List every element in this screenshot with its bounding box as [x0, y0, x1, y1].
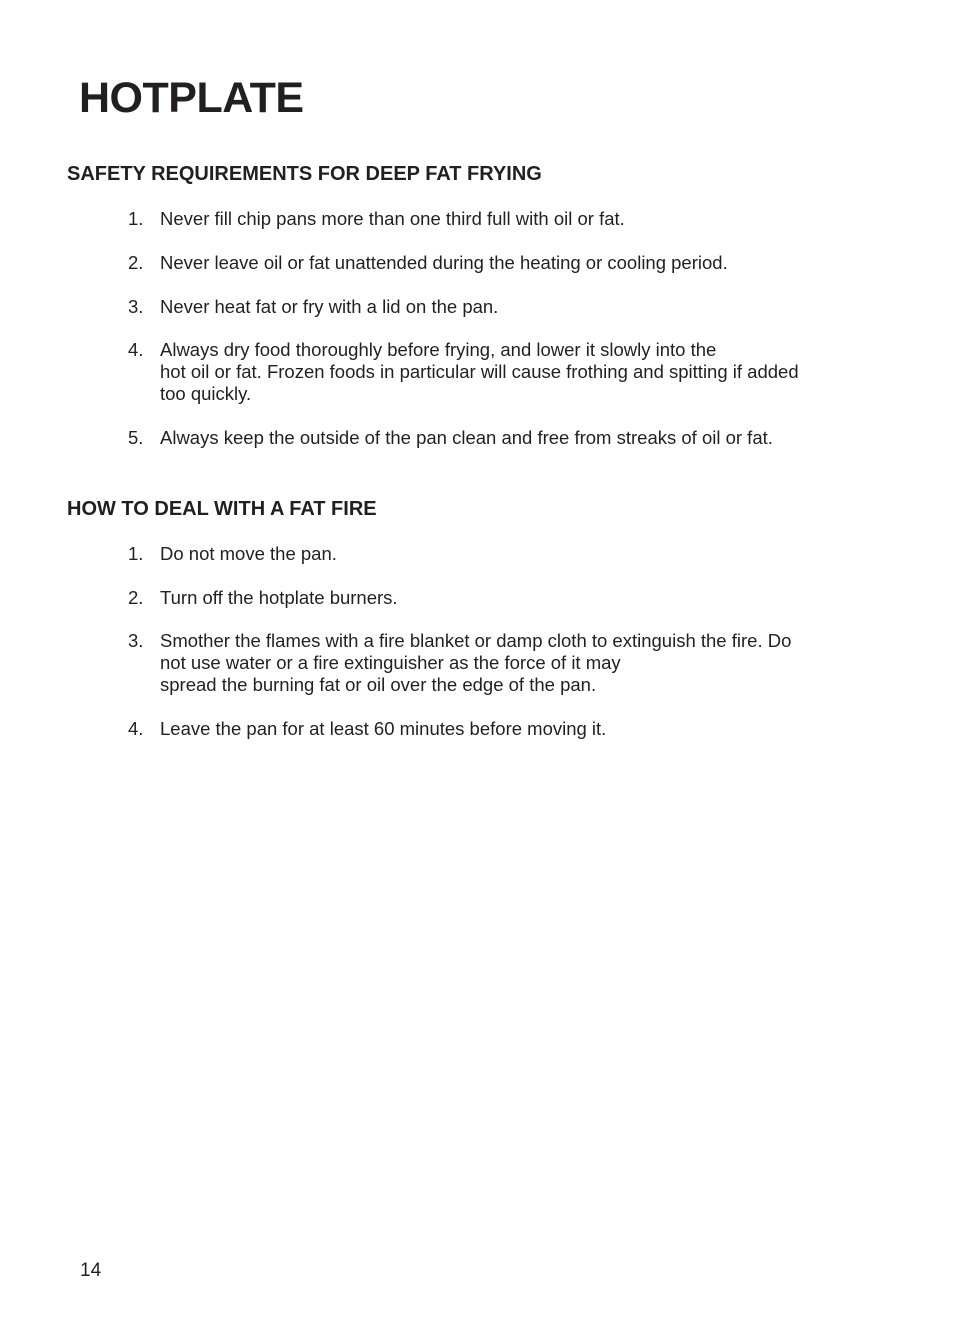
- item-line: Always dry food thoroughly before frying, and lower it slowly into the: [160, 339, 717, 360]
- item-number: 3.: [128, 630, 144, 651]
- item-line: Do not move the pan.: [160, 543, 337, 564]
- item-line: not use water or a fire extinguisher as the force of it may: [160, 652, 621, 673]
- item-line: hot oil or fat. Frozen foods in particular will cause frothing and spitting if added: [160, 361, 799, 382]
- item-text: [160, 252, 860, 274]
- item-number: 4.: [128, 718, 144, 739]
- item-number: 4.: [128, 339, 144, 360]
- item-text: [160, 630, 860, 696]
- item-number: 1.: [128, 208, 144, 229]
- item-number: 3.: [128, 296, 144, 317]
- item-line: Leave the pan for at least 60 minutes before moving it.: [160, 718, 607, 739]
- item-text: [160, 543, 860, 565]
- item-line: Always keep the outside of the pan clean and free from streaks of oil or fat.: [160, 427, 773, 448]
- item-number: 5.: [128, 427, 144, 448]
- item-line: Turn off the hotplate burners.: [160, 587, 398, 608]
- item-line: Never fill chip pans more than one third full with oil or fat.: [160, 208, 625, 229]
- item-text: [160, 718, 860, 740]
- item-number: 2.: [128, 587, 144, 608]
- item-number: 2.: [128, 252, 144, 273]
- section-heading-safety: SAFETY REQUIREMENTS FOR DEEP FAT FRYING: [67, 163, 542, 185]
- item-text: [160, 427, 860, 449]
- item-number: 1.: [128, 543, 144, 564]
- item-text: [160, 296, 860, 318]
- item-text: [160, 587, 860, 609]
- item-text: [160, 208, 860, 230]
- item-line: spread the burning fat or oil over the edge of the pan.: [160, 674, 597, 695]
- page-title: HOTPLATE: [79, 74, 304, 122]
- item-line: Never heat fat or fry with a lid on the pan.: [160, 296, 499, 317]
- item-line: too quickly.: [160, 383, 252, 404]
- section-heading-fat-fire: HOW TO DEAL WITH A FAT FIRE: [67, 498, 377, 520]
- page-number: 14: [80, 1260, 102, 1281]
- item-line: Never leave oil or fat unattended during the heating or cooling period.: [160, 252, 728, 273]
- item-text: [160, 339, 860, 405]
- item-line: Smother the flames with a fire blanket or damp cloth to extinguish the fire. Do: [160, 630, 792, 651]
